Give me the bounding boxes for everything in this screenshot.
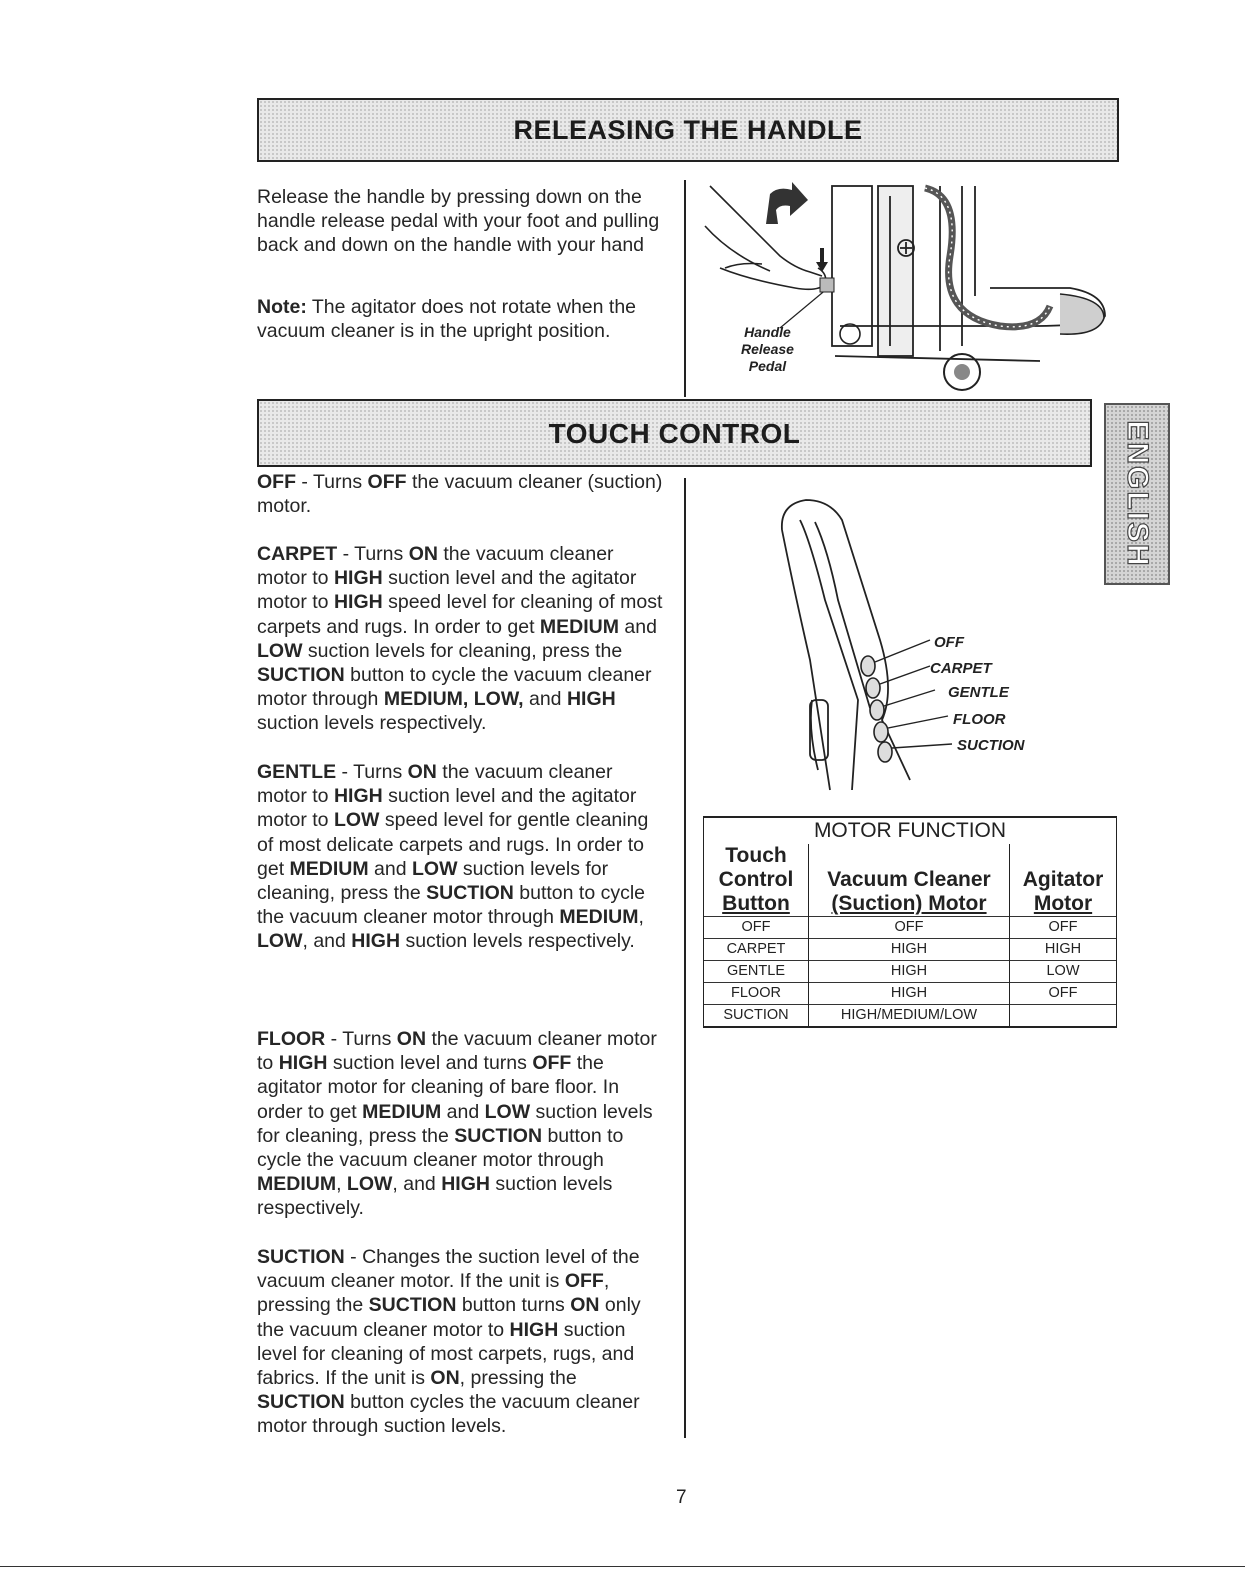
text-run: - Turns: [336, 761, 408, 783]
section-title: TOUCH CONTROL: [548, 418, 801, 449]
text-run: speed level for cleaning of most carpets and rugs. In order to get: [257, 591, 663, 638]
section-banner-touch-control: [257, 399, 1092, 467]
callout-line-2: Release: [741, 341, 794, 357]
text-run: ,: [638, 906, 644, 929]
bold-term: HIGH: [333, 591, 383, 614]
table-cell: HIGH: [809, 961, 1010, 983]
header-line: Vacuum Cleaner: [827, 868, 991, 891]
bold-term: HIGH: [333, 567, 383, 590]
bold-term: LOW: [411, 857, 458, 880]
text-run: suction levels for cleaning, press the: [257, 1100, 653, 1147]
text-run: and: [523, 688, 567, 711]
release-text: Release the handle by pressing down on the handle release pedal with your foot and pulling back and down on the handle with your hand: [257, 186, 660, 257]
bold-term: LOW: [484, 1100, 531, 1123]
text-run: the vacuum cleaner motor to: [257, 1028, 657, 1075]
bold-term: HIGH: [566, 688, 616, 711]
bold-term: SUCTION: [426, 882, 514, 905]
button-label-gentle: GENTLE: [948, 684, 1009, 701]
section-banner-releasing-handle: [257, 98, 1119, 162]
text-run: button cycles the vacuum cleaner motor through suction levels.: [257, 1391, 640, 1438]
text-run: , pressing the: [459, 1367, 577, 1390]
touch-item-gentle: [257, 760, 667, 954]
bold-term: HIGH: [278, 1052, 328, 1075]
table-cell: FLOOR: [704, 983, 809, 1005]
touch-item-suction: [257, 1245, 667, 1439]
table-cell: [1010, 1005, 1117, 1028]
touch-item-off: [257, 470, 667, 518]
text-run: - Changes the suction level of the vacuum cleaner motor. If the unit is: [257, 1246, 640, 1293]
foot-icon: [705, 186, 826, 289]
column-divider-top: [684, 180, 686, 397]
bold-term: ON: [570, 1294, 600, 1317]
bold-term: FLOOR: [257, 1028, 326, 1050]
text-run: button to cycle the vacuum cleaner motor through: [257, 882, 646, 929]
bold-term: MEDIUM: [539, 615, 619, 638]
note-paragraph: [257, 295, 677, 343]
text-run: button turns: [456, 1294, 571, 1317]
section-title: RELEASING THE HANDLE: [513, 115, 863, 145]
text-run: the vacuum cleaner motor to: [257, 761, 613, 808]
button-off-icon: [861, 656, 875, 676]
text-run: suction levels for cleaning, press the: [257, 857, 609, 905]
button-carpet-icon: [866, 678, 880, 698]
text-run: - Turns: [296, 471, 368, 493]
text-run: suction level and the agitator motor to: [257, 785, 637, 832]
text-run: and: [368, 857, 412, 880]
header-line: Button: [722, 892, 790, 915]
table-cell: OFF: [1010, 983, 1117, 1005]
table-cell: SUCTION: [704, 1005, 809, 1028]
language-tab-label: ENGLISH: [1121, 420, 1154, 568]
table-row: [704, 1005, 1117, 1028]
bold-term: MEDIUM, LOW,: [383, 688, 524, 711]
header-line: Control: [718, 868, 794, 891]
text-run: suction levels respectively.: [257, 1173, 613, 1220]
text-run: suction levels respectively.: [400, 930, 635, 953]
text-run: , and: [302, 930, 352, 953]
bold-term: SUCTION: [368, 1294, 457, 1317]
bold-term: HIGH: [509, 1318, 559, 1341]
touch-item-carpet: [257, 542, 667, 736]
text-run: only the vacuum cleaner motor to: [257, 1294, 641, 1341]
header-vacuum-cleaner-motor: [809, 844, 1010, 917]
bold-term: HIGH: [333, 785, 383, 808]
button-gentle-icon: [870, 700, 884, 720]
bold-term: MEDIUM: [559, 906, 639, 929]
text-run: the vacuum cleaner (suction) motor.: [257, 471, 663, 518]
bold-term: MEDIUM: [362, 1100, 442, 1123]
bottom-rule: [0, 1566, 1245, 1567]
bold-term: ON: [430, 1367, 460, 1390]
bold-term: OFF: [257, 471, 296, 493]
button-label-floor: FLOOR: [953, 711, 1006, 728]
text-run: - Turns: [325, 1028, 397, 1050]
bold-term: OFF: [367, 471, 407, 493]
text-run: suction level for cleaning of most carpets, rugs, and fabrics. If the unit is: [257, 1318, 635, 1390]
column-divider-bottom: [684, 478, 686, 1438]
table-row: [704, 917, 1117, 939]
bold-term: MEDIUM: [289, 857, 369, 880]
bold-term: SUCTION: [454, 1124, 543, 1147]
text-run: button to cycle the vacuum cleaner motor through: [257, 664, 652, 711]
header-line: Motor: [1033, 892, 1093, 915]
bold-term: GENTLE: [257, 761, 337, 783]
button-floor-icon: [874, 722, 888, 742]
text-run: ,: [336, 1173, 347, 1196]
text-run: speed level for gentle cleaning of most delicate carpets and rugs. In order to get: [257, 809, 649, 880]
table-cell: HIGH: [809, 983, 1010, 1005]
table-row: [704, 939, 1117, 961]
bold-term: ON: [408, 543, 438, 565]
bold-term: ON: [407, 761, 437, 783]
header-touch-control-button: [704, 844, 809, 917]
text-run: the vacuum cleaner motor to: [257, 543, 614, 590]
button-label-carpet: CARPET: [930, 660, 992, 677]
table-title: MOTOR FUNCTION: [704, 817, 1117, 844]
callout-line-3: Pedal: [748, 358, 787, 374]
text-run: suction level and the agitator motor to: [257, 567, 637, 614]
front-wheel: [840, 324, 860, 344]
text-run: the agitator motor for cleaning of bare floor. In order to get: [257, 1052, 620, 1123]
language-tab-english: [1104, 403, 1170, 585]
bold-term: HIGH: [351, 930, 401, 953]
table-cell: HIGH: [809, 939, 1010, 961]
release-instructions: [257, 185, 677, 258]
table-cell: OFF: [809, 917, 1010, 939]
table-row: [704, 983, 1117, 1005]
bold-term: SUCTION: [257, 664, 345, 687]
bold-term: HIGH: [441, 1173, 490, 1196]
text-run: , pressing the: [257, 1270, 610, 1317]
curved-arrow-icon: [766, 182, 808, 224]
table-cell: OFF: [1010, 917, 1117, 939]
text-run: - Turns: [337, 543, 409, 565]
bold-term: MEDIUM: [257, 1173, 337, 1196]
note-text: The agitator does not rotate when the vacuum cleaner is in the upright position.: [257, 296, 637, 343]
bold-term: LOW: [257, 930, 303, 953]
text-run: , and: [392, 1173, 442, 1196]
bold-term: LOW: [346, 1173, 393, 1196]
header-agitator-motor: [1010, 844, 1117, 917]
note-label: Note:: [257, 296, 307, 318]
table-cell: LOW: [1010, 961, 1117, 983]
table-cell: HIGH: [1010, 939, 1117, 961]
hose: [925, 188, 1050, 327]
text-run: suction levels respectively.: [257, 712, 487, 735]
header-line: (Suction) Motor: [831, 892, 987, 915]
handle-release-pedal-callout: [741, 324, 794, 375]
text-run: suction levels for cleaning, press the: [302, 639, 623, 662]
table-cell: GENTLE: [704, 961, 809, 983]
text-run: button to cycle the vacuum cleaner motor through: [257, 1124, 624, 1172]
bold-term: ON: [396, 1028, 427, 1050]
table-cell: HIGH/MEDIUM/LOW: [809, 1005, 1010, 1028]
header-line: Agitator: [1022, 868, 1104, 891]
button-label-suction: SUCTION: [957, 737, 1025, 754]
bold-term: SUCTION: [257, 1391, 345, 1414]
motor-function-table: [703, 816, 1117, 1028]
hose-ribs: [925, 188, 1050, 327]
bold-term: LOW: [257, 639, 303, 662]
bold-term: SUCTION: [257, 1246, 345, 1268]
table-row: [704, 961, 1117, 983]
table-cell: OFF: [704, 917, 809, 939]
text-run: and: [619, 615, 657, 638]
page-number: 7: [676, 1487, 687, 1508]
text-run: suction level and turns: [327, 1052, 533, 1075]
callout-line-1: Handle: [744, 324, 791, 340]
button-suction-icon: [878, 742, 892, 762]
handle-grip: [782, 500, 910, 780]
bold-term: CARPET: [257, 543, 338, 565]
touch-item-floor: [257, 1027, 667, 1221]
header-line: Touch: [725, 844, 787, 867]
bold-term: LOW: [333, 809, 380, 832]
table-cell: CARPET: [704, 939, 809, 961]
button-label-off: OFF: [934, 634, 964, 651]
bold-term: OFF: [532, 1052, 572, 1075]
text-run: and: [441, 1100, 485, 1123]
bold-term: OFF: [564, 1270, 604, 1293]
